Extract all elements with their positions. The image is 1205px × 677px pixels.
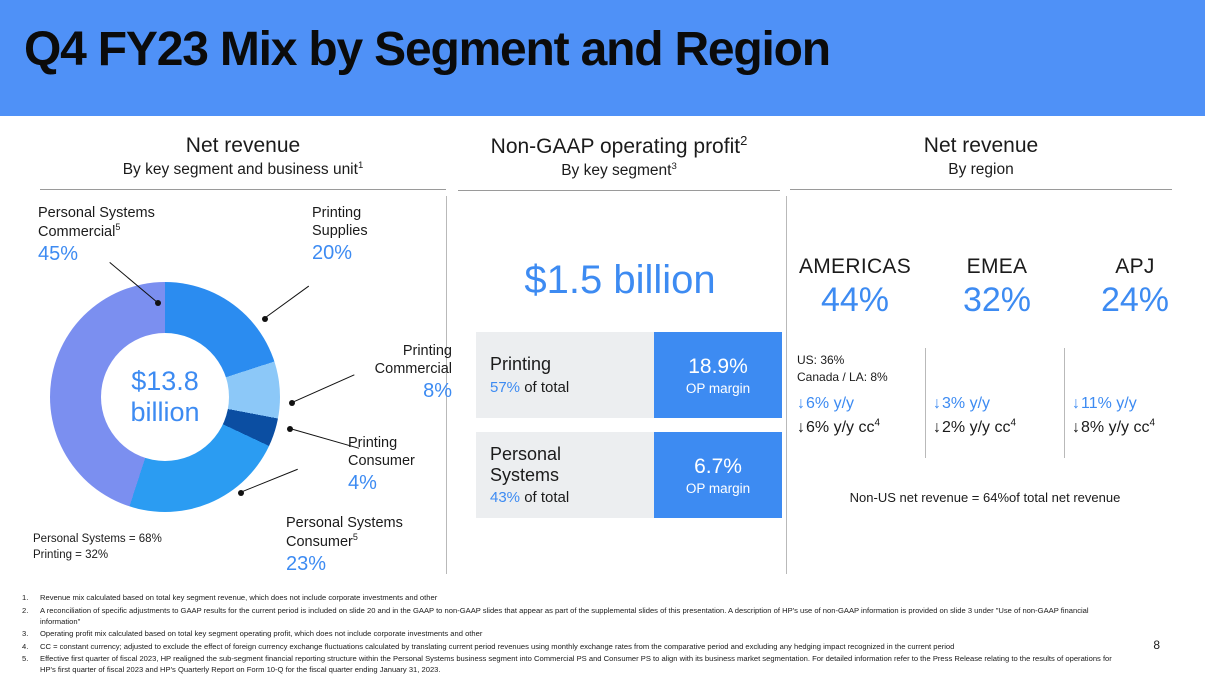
op-row-printing-margin-caption: OP margin [685,380,751,396]
region-americas-yoy-value: 6% y/y [806,395,855,412]
leader-dot-ps-consumer [238,490,244,496]
op-row-printing-left [476,332,654,418]
down-arrow-icon: ↓ [1072,395,1080,412]
footnote-4-number: 4. [22,641,29,651]
printing-supplies-pct: 20% [312,242,353,265]
op-row-ps-right [654,432,782,518]
printing-commercial-pct: 8% [423,380,452,403]
op-row-ps-left [476,432,654,518]
region-apj-name: APJ [1115,255,1155,278]
op-row-printing-share-value: 57% [490,378,521,396]
region-emea-name: EMEA [966,255,1028,278]
footnote-3 [22,628,1122,639]
region-apj-cc-sup: 4 [1149,417,1155,429]
slide-header [0,0,1205,116]
printing-consumer-pct: 4% [348,472,377,495]
region-americas-detail [797,352,922,387]
region-emea-yoy-cc-value: 2% y/y cc [942,419,1011,436]
middle-column-header [458,134,780,191]
left-column-header [40,134,446,190]
printing-consumer-line1: Printing [348,435,398,451]
region-emea [938,255,1056,320]
leader-printing-commercial [292,374,355,403]
footnote-4 [22,641,1122,652]
region-americas-detail-canada-la: Canada / LA: 8% [797,370,888,385]
page-title: Q4 FY23 Mix by Segment and Region [24,23,830,76]
op-row-printing [476,332,782,418]
region-apj-yoy-cc-value: 8% y/y cc [1081,419,1150,436]
footnote-1-number: 1. [22,593,29,602]
middle-column-subtitle: By key segment [561,162,672,180]
footnote-5-text: Effective first quarter of fiscal 2023, HP realigned the sub-segment financial reporting structure within the Personal Systems business segment into Commercial PS and Consumer PS to align with its business market segmentation. For detailed information refer to the Press Release relating to the results of operations for HP's first quarter of fiscal 2023 and HP's Quarterly Report on Form 10-Q for the fiscal quarter ending January 31, 2023. [40,654,1112,674]
printing-commercial-line2: Commercial [374,361,452,378]
footnote-3-text: Operating profit mix calculated based on total key segment operating profit, which does not include corporate investments and other [40,629,483,638]
region-emea-yoy-value: 3% y/y [942,395,991,412]
donut-label-printing-supplies [312,204,452,266]
donut-label-printing-commercial [362,342,452,404]
middle-column-title: Non-GAAP operating profit [490,135,741,158]
region-apj-pct: 24% [1100,281,1170,319]
divider-emea-apj [1064,348,1065,458]
footnotes [22,592,1122,677]
ps-consumer-line1: Personal Systems [286,515,403,531]
footnote-5-number: 5. [22,654,29,663]
middle-column-subtitle-sup: 3 [671,161,677,173]
printing-supplies-line1: Printing [312,205,362,221]
divider-middle-right [786,196,787,574]
left-column-subtitle-sup: 1 [357,160,364,172]
op-row-ps-margin-caption: OP margin [685,480,751,496]
op-row-printing-margin: 18.9% [688,354,748,378]
down-arrow-icon: ↓ [933,395,941,412]
printing-consumer-line2: Consumer [348,453,415,470]
region-americas-cc-sup: 4 [874,417,880,429]
ps-consumer-line2: Consumer [286,533,353,550]
op-row-printing-share-suffix: of total [520,378,570,396]
region-apj-yoy [1072,392,1155,440]
footnote-1 [22,592,1122,603]
region-emea-pct: 32% [962,281,1032,319]
donut-summary [33,532,162,563]
footnote-2-text: A reconciliation of specific adjustments to GAAP results for the current period is included on slide 20 and in the GAAP to non-GAAP slides that appear as part of the supplemental slides of this presentation. A description of HP's use of non-GAAP information is provided on slide 3 under "Use of non-GAAP financial information" [40,605,1089,626]
donut-center-unit: billion [130,397,200,427]
leader-dot-printing-consumer [287,426,293,432]
revenue-donut-chart [50,282,280,512]
donut-center-label [130,366,199,428]
down-arrow-icon: ↓ [797,395,805,412]
donut-center-value: $13.8 [131,365,199,396]
donut-summary-line2: Printing = 32% [33,548,109,561]
donut-label-personal-systems-consumer [286,514,446,577]
non-us-revenue-note: Non-US net revenue = 64%of total net revenue [849,490,1121,505]
footnote-4-text: CC = constant currency; adjusted to exclude the effect of foreign currency exchange fluctuations calculated by translating current period revenues using monthly exchange rates from the comparative period and excluding any hedging impact recognized in the current period [40,641,955,651]
op-row-printing-name: Printing [490,354,552,375]
left-column-title: Net revenue [185,134,301,157]
op-row-ps-name [490,444,640,485]
region-americas [790,255,920,320]
op-row-printing-right [654,332,782,418]
donut-label-printing-consumer [348,434,448,496]
op-row-ps-share-suffix: of total [520,489,570,507]
op-row-ps-name-line2: Systems [490,464,560,485]
ps-commercial-pct: 45% [38,243,79,266]
region-americas-pct: 44% [820,281,890,319]
footnote-3-number: 3. [22,629,29,638]
region-apj [1076,255,1194,320]
op-row-ps-name-line1: Personal [490,443,562,464]
down-arrow-icon: ↓ [797,419,805,436]
footnote-2 [22,605,1122,627]
region-emea-yoy [933,392,1016,440]
op-row-printing-share [490,379,640,396]
region-americas-yoy-cc-value: 6% y/y cc [806,419,875,436]
down-arrow-icon: ↓ [1072,419,1080,436]
middle-column-title-sup: 2 [740,133,748,148]
donut-summary-line1: Personal Systems = 68% [33,533,162,545]
region-emea-cc-sup: 4 [1010,417,1016,429]
divider-americas-emea [925,348,926,458]
op-row-personal-systems [476,432,782,518]
ps-consumer-sup: 5 [352,532,358,543]
ps-commercial-line1: Personal Systems [38,205,155,221]
region-americas-yoy [797,392,880,440]
right-column-header [790,134,1172,190]
footnote-5 [22,653,1122,675]
footnote-2-number: 2. [22,605,29,615]
op-row-ps-margin: 6.7% [694,454,742,478]
op-row-ps-share-value: 43% [490,489,521,507]
op-row-ps-share [490,489,640,506]
region-americas-detail-us: US: 36% [797,353,845,367]
leader-dot-ps-commercial [155,300,161,306]
footnote-1-text: Revenue mix calculated based on total key segment revenue, which does not include corporate investments and other [40,593,438,602]
ps-commercial-sup: 5 [115,222,121,233]
ps-commercial-line2: Commercial [38,223,116,240]
leader-dot-printing-commercial [289,400,295,406]
right-column-title: Net revenue [923,134,1039,157]
printing-commercial-line1: Printing [402,343,452,359]
left-column-subtitle: By key segment and business unit [122,161,358,179]
page-number: 8 [1153,638,1160,652]
region-apj-yoy-value: 11% y/y [1081,395,1137,412]
region-americas-name: AMERICAS [798,255,912,278]
operating-profit-total: $1.5 billion [524,258,716,302]
down-arrow-icon: ↓ [933,419,941,436]
printing-supplies-line2: Supplies [312,223,368,240]
leader-dot-printing-supplies [262,316,268,322]
ps-consumer-pct: 23% [286,553,327,576]
right-column-subtitle: By region [948,161,1014,179]
donut-label-personal-systems-commercial [38,204,198,267]
